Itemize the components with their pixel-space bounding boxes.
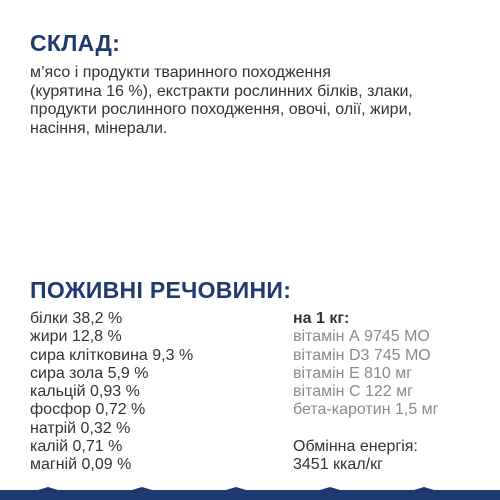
- per-kg-title: на 1 кг:: [293, 310, 350, 327]
- composition-heading: СКЛАД:: [30, 30, 121, 56]
- composition-line: продукти рослинного походження, овочі, олії, жири,: [30, 101, 412, 118]
- nutrient-item: калій 0,71 %: [30, 438, 123, 456]
- nutrient-item: сира зола 5,9 %: [30, 364, 149, 382]
- nutrient-item: магній 0,09 %: [30, 456, 132, 474]
- footer-notch: [320, 487, 340, 490]
- energy-value: 3451 ккал/кг: [293, 456, 383, 474]
- nutrient-item: кальцій 0,93 %: [30, 383, 140, 401]
- composition-line: м’ясо і продукти тваринного походження: [30, 64, 331, 81]
- composition-line: насіння, мінерали.: [30, 119, 168, 137]
- nutrient-item: натрій 0,32 %: [30, 419, 131, 437]
- vitamin-item: бета-каротин 1,5 мг: [293, 401, 439, 419]
- nutrient-item: білки 38,2 %: [30, 310, 123, 327]
- composition-line: (курятина 16 %), екстракти рослинних білків, злаки,: [30, 82, 413, 100]
- nutrient-list: [30, 310, 193, 475]
- footer-notch: [226, 487, 246, 490]
- footer-notch: [132, 487, 152, 490]
- vitamin-item: вітамін D3 745 МО: [293, 346, 431, 364]
- energy-label: Обмінна енергія:: [293, 438, 418, 456]
- vitamin-list: [293, 310, 439, 475]
- nutrient-item: сира клітковина 9,3 %: [30, 346, 194, 364]
- vitamin-item: вітамін Е 810 мг: [293, 364, 413, 382]
- nutrient-item: фосфор 0,72 %: [30, 401, 146, 419]
- list-spacer: [293, 420, 439, 438]
- vitamin-item: вітамін А 9745 МО: [293, 328, 430, 346]
- nutrient-item: жири 12,8 %: [30, 328, 122, 346]
- footer-band: [0, 490, 500, 500]
- vitamin-item: вітамін С 122 мг: [293, 383, 413, 401]
- nutrients-heading: ПОЖИВНІ РЕЧОВИНИ:: [30, 277, 292, 303]
- footer-notch: [414, 487, 434, 490]
- footer-notch: [38, 487, 58, 490]
- composition-text: [30, 64, 485, 138]
